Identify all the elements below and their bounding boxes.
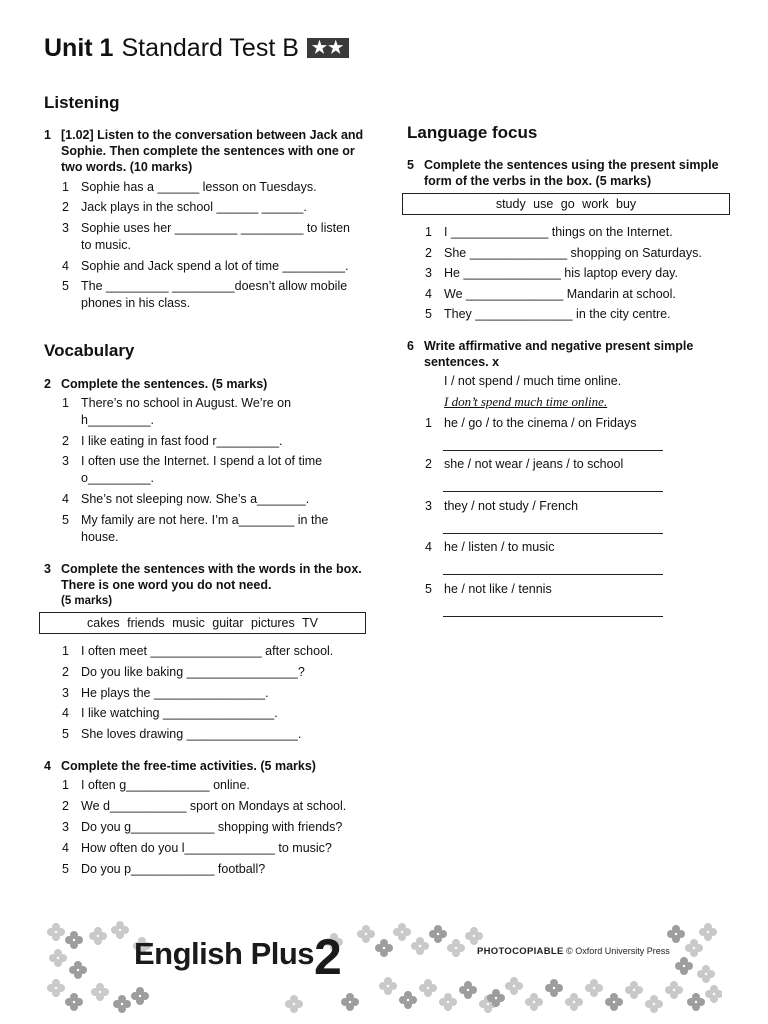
answer-line (443, 533, 663, 534)
item-number: 3 (62, 686, 69, 700)
exercise-6-item (425, 456, 725, 473)
answer-line (443, 450, 663, 451)
item-text: Sophie and Jack spend a lot of time _________. (81, 259, 349, 273)
exercise-2-item (62, 453, 340, 487)
language-focus-heading: Language focus (407, 123, 538, 142)
item-text: My family are not here. I’m a________ in the house. (81, 513, 329, 544)
item-number: 4 (62, 259, 69, 273)
exercise-3-instruction (44, 561, 364, 609)
item-text: We ______________ Mandarin at school. (444, 287, 676, 301)
item-text: I like eating in fast food r_________. (81, 434, 283, 448)
exercise-3-item (62, 664, 362, 681)
exercise-4-item (62, 840, 362, 857)
item-text: We d___________ sport on Mondays at school. (81, 799, 347, 813)
exercise-4-item (62, 861, 362, 878)
item-number: 4 (425, 287, 432, 301)
item-number: 5 (425, 307, 432, 321)
item-number: 5 (62, 862, 69, 876)
item-text: The _________ _________doesn’t allow mobile phones in his class. (81, 279, 348, 310)
exercise-5-item (425, 286, 725, 303)
item-text: She loves drawing ________________. (81, 727, 302, 741)
exercise-2-item (62, 395, 318, 429)
page-title (44, 34, 349, 63)
item-text: Do you p____________ football? (81, 862, 266, 876)
item-number: 3 (425, 266, 432, 280)
item-number: 2 (62, 799, 69, 813)
exercise-number: 6 (407, 339, 414, 353)
exercise-4-item (62, 819, 362, 836)
item-text: I often use the Internet. I spend a lot of time o_________. (81, 454, 323, 485)
exercise-6-item (425, 581, 725, 598)
exercise-6-item (425, 415, 725, 432)
exercise-1-item (62, 258, 362, 275)
item-text: He ______________ his laptop every day. (444, 266, 678, 280)
item-text: Do you g____________ shopping with friends? (81, 820, 343, 834)
answer-line (443, 574, 663, 575)
item-number: 5 (425, 582, 432, 596)
listening-heading: Listening (44, 93, 120, 112)
item-text: Do you like baking ________________? (81, 665, 305, 679)
item-number: 2 (62, 665, 69, 679)
level-number-logo: 2 (314, 929, 342, 985)
english-plus-logo: English Plus (134, 936, 315, 971)
item-text: He plays the ________________. (81, 686, 269, 700)
example-prompt: I / not spend / much time online. (444, 374, 622, 388)
exercise-4-instruction (44, 758, 364, 774)
copyright-text: © Oxford University Press (566, 946, 670, 956)
answer-line (443, 616, 663, 617)
instruction-text: [1.02] Listen to the conversation between Jack and Sophie. Then complete the sentences with one or two words. (10 marks) (61, 128, 364, 174)
item-text: he / go / to the cinema / on Fridays (444, 416, 637, 430)
exercise-5-item (425, 265, 725, 282)
item-text: Sophie has a ______ lesson on Tuesdays. (81, 180, 317, 194)
item-number: 1 (425, 416, 432, 430)
item-number: 4 (62, 706, 69, 720)
difficulty-stars-badge: ★★ (307, 38, 349, 58)
instruction-text: Complete the sentences. (5 marks) (61, 377, 268, 391)
item-text: Jack plays in the school ______ ______. (81, 200, 307, 214)
item-number: 2 (425, 457, 432, 471)
test-title: Standard Test B (121, 34, 299, 62)
item-number: 1 (425, 225, 432, 239)
instruction-text: Complete the sentences using the present simple form of the verbs in the box. (5 marks) (424, 158, 719, 188)
instruction-text: Complete the sentences with the words in the box. There is one word you do not need. (61, 562, 362, 592)
item-text: She’s not sleeping now. She’s a_______. (81, 492, 310, 506)
item-text: There’s no school in August. We’re on h_________. (81, 396, 292, 427)
item-text: he / not like / tennis (444, 582, 552, 596)
exercise-1-item (62, 220, 362, 254)
exercise-5-item (425, 224, 725, 241)
item-number: 3 (425, 499, 432, 513)
unit-label: Unit 1 (44, 34, 114, 62)
exercise-2-item (62, 491, 362, 508)
exercise-number: 4 (44, 759, 51, 773)
item-text: I often g____________ online. (81, 778, 250, 792)
exercise-3-item (62, 726, 362, 743)
item-text: they / not study / French (444, 499, 579, 513)
exercise-6-item (425, 539, 725, 556)
item-number: 1 (62, 180, 69, 194)
exercise-4-item (62, 798, 362, 815)
item-number: 2 (425, 246, 432, 260)
exercise-number: 3 (44, 562, 51, 576)
exercise-2-instruction (44, 376, 364, 392)
item-text: I like watching ________________. (81, 706, 278, 720)
marks-text: (5 marks) (61, 595, 113, 607)
exercise-5-item (425, 306, 725, 323)
exercise-2-item (62, 433, 362, 450)
word-box: cakes friends music guitar pictures TV (39, 612, 366, 634)
item-number: 3 (62, 221, 69, 235)
instruction-text: Write affirmative and negative present simple sentences. x (424, 339, 694, 369)
item-text: I often meet ________________ after school. (81, 644, 334, 658)
item-number: 3 (62, 454, 69, 468)
item-number: 4 (425, 540, 432, 554)
exercise-1-item (62, 278, 362, 312)
exercise-3-item (62, 705, 362, 722)
verb-box: study use go work buy (402, 193, 730, 215)
exercise-1-item (62, 179, 362, 196)
item-number: 2 (62, 200, 69, 214)
exercise-number: 1 (44, 128, 51, 142)
item-text: I ______________ things on the Internet. (444, 225, 673, 239)
answer-line (443, 491, 663, 492)
exercise-3-item (62, 685, 362, 702)
photocopiable-label: PHOTOCOPIABLE (477, 946, 564, 957)
item-number: 5 (62, 727, 69, 741)
exercise-number: 5 (407, 158, 414, 172)
instruction-text: Complete the free-time activities. (5 marks) (61, 759, 316, 773)
exercise-4-item (62, 777, 362, 794)
item-number: 5 (62, 279, 69, 293)
item-text: She ______________ shopping on Saturdays. (444, 246, 702, 260)
item-number: 4 (62, 492, 69, 506)
item-number: 5 (62, 513, 69, 527)
exercise-1-instruction (44, 127, 364, 175)
exercise-1-item (62, 199, 362, 216)
item-number: 1 (62, 396, 69, 410)
item-number: 1 (62, 778, 69, 792)
item-text: he / listen / to music (444, 540, 555, 554)
exercise-3-item (62, 643, 362, 660)
example-answer: I don’t spend much time online. (444, 394, 608, 409)
item-number: 1 (62, 644, 69, 658)
vocabulary-heading: Vocabulary (44, 341, 135, 360)
exercise-2-item (62, 512, 347, 546)
item-text: They ______________ in the city centre. (444, 307, 671, 321)
item-number: 4 (62, 841, 69, 855)
item-text: she / not wear / jeans / to school (444, 457, 624, 471)
exercise-5-instruction (407, 157, 727, 189)
exercise-6-item (425, 498, 725, 515)
item-text: Sophie uses her _________ _________ to listen to music. (81, 221, 350, 252)
exercise-number: 2 (44, 377, 51, 391)
copyright-notice (477, 946, 670, 957)
item-number: 2 (62, 434, 69, 448)
item-text: How often do you l_____________ to music? (81, 841, 332, 855)
item-number: 3 (62, 820, 69, 834)
exercise-5-item (425, 245, 725, 262)
exercise-6-instruction (407, 338, 727, 370)
